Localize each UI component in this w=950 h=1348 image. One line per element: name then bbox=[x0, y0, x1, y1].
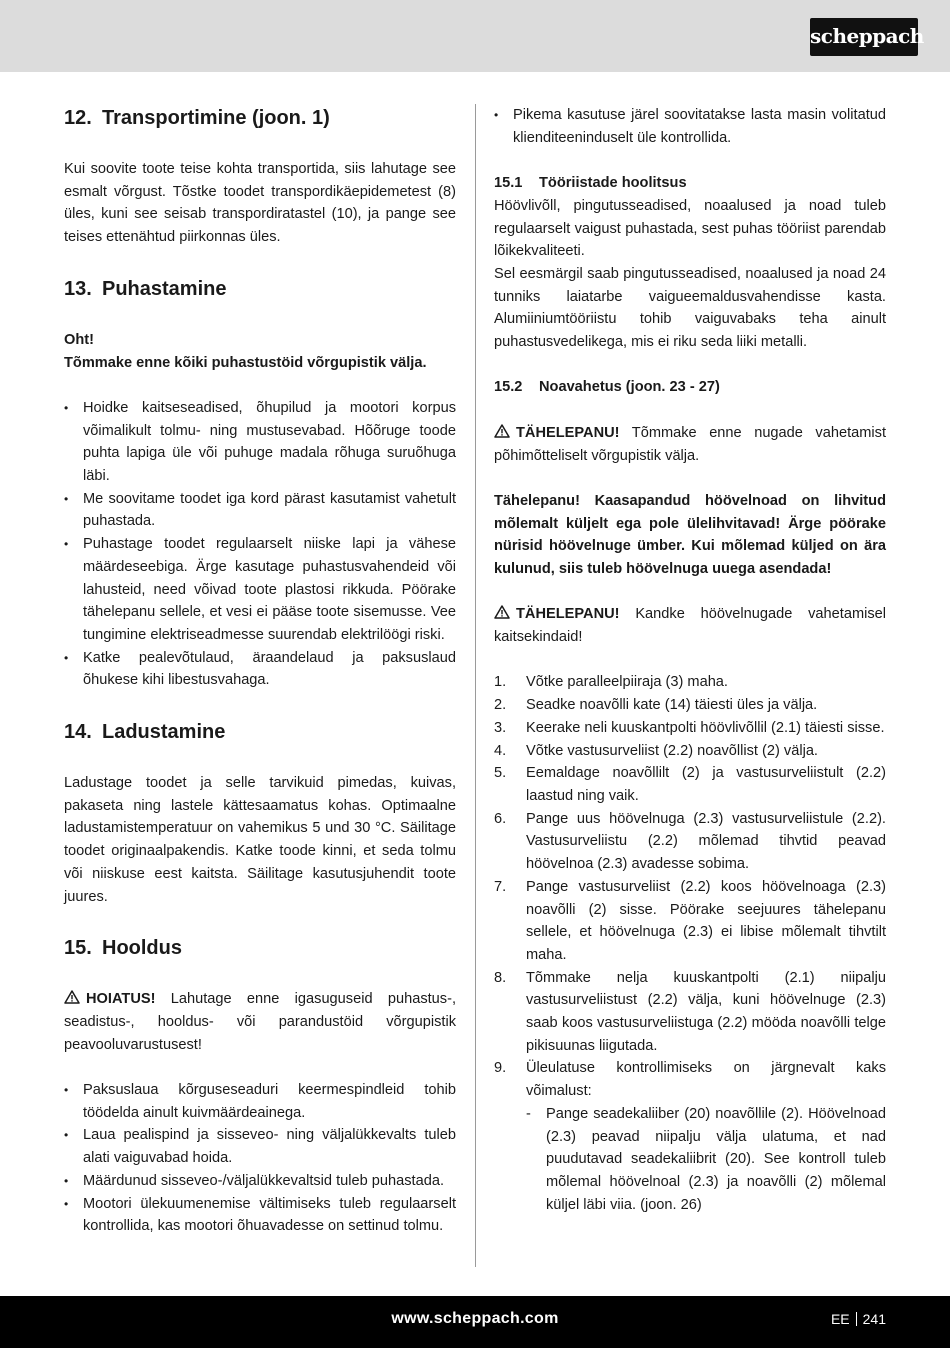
section-15-1-heading bbox=[494, 172, 886, 195]
section-15-2-warning-2 bbox=[494, 603, 886, 648]
section-14-title: Ladustamine bbox=[102, 721, 226, 744]
logo-text: scheppach bbox=[810, 24, 924, 48]
step-text: Seadke noavõlli kate (14) täiesti üles ja välja. bbox=[526, 697, 818, 714]
section-13-bullet-list bbox=[64, 397, 456, 692]
warning-triangle-icon bbox=[64, 990, 80, 1004]
page-number: 241 bbox=[862, 1311, 886, 1327]
step-number: 1. bbox=[494, 674, 507, 691]
header-band bbox=[0, 0, 950, 72]
section-15-1-title: Tööriistade hoolitsus bbox=[539, 175, 687, 192]
step-text: Võtke paralleelpiiraja (3) maha. bbox=[526, 674, 728, 691]
footer-url: www.scheppach.com bbox=[391, 1310, 559, 1327]
warning-label: TÄHELEPANU! bbox=[516, 606, 620, 623]
dash-marker: - bbox=[526, 1105, 531, 1122]
step-text: Pange vastusurveliist (2.2) koos höövelnoaga (2.3) noavõlli (2) sisse. Pöörake seejuures tähelepanu sellele, et höövelnuga (2.3) ei libise mõlemalt tihvtilt maha. bbox=[526, 878, 886, 963]
list-item bbox=[494, 717, 886, 740]
step-number: 3. bbox=[494, 719, 507, 736]
step-text: Eemaldage noavõllilt (2) ja vastusurveliistult (2.2) laastud ning vaik. bbox=[526, 765, 886, 804]
warning-label: TÄHELEPANU! bbox=[516, 424, 620, 441]
list-item: • Laua pealispind ja sisseveo- ning väljalükkevalts tuleb alati vaiguvabad hoida. bbox=[64, 1124, 456, 1169]
step-number: 2. bbox=[494, 697, 507, 714]
section-12-paragraph: Kui soovite toote teise kohta transportida, siis lahutage see esmalt võrgust. Tõstke toodet transpordikäepidemetest (8) üles, kuni see seisab transpordiratastel (10), ja pange see teises ettenähtud piirkonnas üles. bbox=[64, 161, 456, 246]
page-indicator bbox=[831, 1311, 886, 1327]
step-text: Võtke vastusurveliist (2.2) noavõllist (2) välja. bbox=[526, 742, 818, 759]
warning-text: Tõmmake enne nugade vahetamist põhimõtteliselt võrgupistik välja. bbox=[494, 424, 886, 464]
section-15-2-heading bbox=[494, 376, 886, 399]
section-15-2-bold-notice: Tähelepanu! Kaasapandud höövelnoad on lihvitud mõlemalt küljelt ega pole ülelihvitavad! Ärge pöörake nürisid höövelnuge ümber. Kui mõlemad küljed on ära kulunud, siis tuleb höövelnuga uuega asendada! bbox=[494, 492, 886, 577]
list-item: • Me soovitame toodet iga kord pärast kasutamist vahetult puhastada. bbox=[64, 488, 456, 533]
step-number: 9. bbox=[494, 1060, 507, 1077]
warning-text: Kandke höövelnugade vahetamisel kaitsekindaid! bbox=[494, 606, 886, 646]
warning-label: HOIATUS! bbox=[86, 991, 156, 1008]
section-15-heading bbox=[64, 934, 456, 962]
list-item bbox=[494, 740, 886, 763]
step-number: 8. bbox=[494, 969, 507, 986]
list-item bbox=[494, 876, 886, 967]
top-bullet-list bbox=[494, 104, 886, 149]
section-14-heading bbox=[64, 718, 456, 746]
step-text: Tõmmake nelja kuuskantpolti (2.1) niipalju vastusurveliistust (2.2) välja, kuni höövelnuge (2.3) saab koos vastusurveliistuga (2.2) mööda noavõlli telge pikisuunas liigutada. bbox=[526, 969, 886, 1054]
section-15-2-steps bbox=[494, 671, 886, 1216]
list-item: • Määrdunud sisseveo-/väljalükkevaltsid tuleb puhastada. bbox=[64, 1170, 456, 1193]
section-13-danger-label: Oht! bbox=[64, 331, 94, 348]
list-item bbox=[494, 671, 886, 694]
step-number: 7. bbox=[494, 878, 507, 895]
section-15-warning bbox=[64, 988, 456, 1056]
column-divider bbox=[475, 104, 476, 1267]
right-column bbox=[494, 104, 886, 1216]
list-item: • Mootori ülekuumenemise vältimiseks tuleb regulaarselt kontrollida, kas mootori õhuavadesse on settinud tolmu. bbox=[64, 1193, 456, 1238]
list-item: • Paksuslaua kõrguseseaduri keermespindleid tohib töödelda ainult kuivmäärdeainega. bbox=[64, 1079, 456, 1124]
list-item: • Puhastage toodet regulaarselt niiske lapi ja vähese määrdeseebiga. Ärge kasutage puhastusvahendeid või lahusteid, need võivad toote plastosi rikkuda. Pöörake tähelepanu sellele, et vesi ei pääse toote sisemusse. Vee tungimine elektriseadmesse suurendab elektrilöögi riski. bbox=[64, 533, 456, 647]
section-15-2-warning-1 bbox=[494, 422, 886, 467]
list-item: • Pikema kasutuse järel soovitatakse lasta masin volitatud klienditeeninduselt üle kontrollida. bbox=[494, 104, 886, 149]
step-number: 5. bbox=[494, 765, 507, 782]
footer-bar bbox=[0, 1296, 950, 1348]
section-15-1-paragraph-1: Höövlivõll, pingutusseadised, noaalused ja noad tuleb regulaarselt vaigust puhastada, sest puhas tööriist parendab lõikekvaliteeti. bbox=[494, 197, 886, 260]
list-item bbox=[494, 1057, 886, 1216]
language-code: EE bbox=[830, 1311, 850, 1327]
section-14-paragraph: Ladustage toodet ja selle tarvikuid pimedas, kuivas, pakaseta ning lastele kättesaamatus kohas. Optimaalne ladustamistemperatuur on vahemikus 5 und 30 °C. Säilitage toodet originaalpakendis. Katke toode kinni, et seda tolmu või niiskuse eest kaitsta. Säilitage kasutusjuhendit toote juures. bbox=[64, 775, 456, 905]
section-12-heading bbox=[64, 104, 456, 132]
section-15-1-number: 15.1 bbox=[494, 175, 523, 192]
section-13-heading bbox=[64, 275, 456, 303]
warning-text: Lahutage enne igasuguseid puhastus-, seadistus-, hooldus- või parandustöid võrgupistik peavooluvarustusest! bbox=[64, 991, 456, 1053]
step-number: 6. bbox=[494, 810, 507, 827]
section-15-2-title: Noavahetus (joon. 23 - 27) bbox=[539, 379, 720, 396]
page-separator bbox=[856, 1312, 857, 1326]
list-item bbox=[494, 808, 886, 876]
section-15-bullet-list bbox=[64, 1079, 456, 1238]
warning-triangle-icon bbox=[494, 605, 510, 619]
list-item bbox=[494, 694, 886, 717]
section-15-1-paragraph-2: Sel eesmärgil saab pingutusseadised, noaalused ja noad 24 tunniks laiatarbe vaigueemaldusvahendisse kasta. Alumiiniumtööriistu tohib vaiguvabaks teha ainult puhastusvedelikega, mis ei riku seda liiki metalli. bbox=[494, 265, 886, 351]
list-item bbox=[494, 967, 886, 1058]
section-14-number: 14. bbox=[64, 721, 92, 744]
section-13-danger-text: Tõmmake enne kõiki puhastustöid võrgupistik välja. bbox=[64, 354, 427, 371]
step-text: Pange uus höövelnuga (2.3) vastusurveliistule (2.2). Vastusurveliistu (2.2) mõlemad tihvtid peavad höövelnoa (2.3) avadesse sobima. bbox=[526, 810, 886, 873]
section-15-title: Hooldus bbox=[102, 937, 182, 960]
list-item bbox=[494, 762, 886, 807]
sub-list-item bbox=[526, 1103, 886, 1217]
left-column bbox=[64, 104, 456, 1238]
warning-triangle-icon bbox=[494, 424, 510, 438]
section-12-title: Transportimine (joon. 1) bbox=[102, 107, 330, 129]
step-text: Üleulatuse kontrollimiseks on järgnevalt kaks võimalust: bbox=[526, 1060, 886, 1100]
section-13-title: Puhastamine bbox=[102, 277, 227, 300]
scheppach-logo bbox=[810, 18, 924, 56]
section-15-number: 15. bbox=[64, 937, 92, 960]
step-text: Keerake neli kuuskantpolti höövlivõllil (2.1) täiesti sisse. bbox=[526, 719, 885, 736]
sub-item-text: Pange seadekaliiber (20) noavõllile (2). Höövelnoad (2.3) peavad niipalju välja ulatuma, et nad puudutavad seadekaliibrit (20). See kontroll tuleb mõlemal höövelnoal (2.3) ja noavõlli (2) mõlemal küljel läbi viia. (joon. 26) bbox=[546, 1105, 886, 1213]
list-item: • Hoidke kaitseseadised, õhupilud ja mootori korpus võimalikult tolmu- ning mustusevabad. Hõõruge toode puhta lapiga üle või puhuge madala rõhuga suruõhuga läbi. bbox=[64, 397, 456, 488]
section-13-number: 13. bbox=[64, 277, 92, 300]
section-12-number: 12. bbox=[64, 107, 92, 129]
step-number: 4. bbox=[494, 742, 507, 759]
list-item: • Katke pealevõtulaud, äraandelaud ja paksuslaud õhukese kihi libestusvahaga. bbox=[64, 647, 456, 692]
section-15-2-number: 15.2 bbox=[494, 379, 523, 396]
